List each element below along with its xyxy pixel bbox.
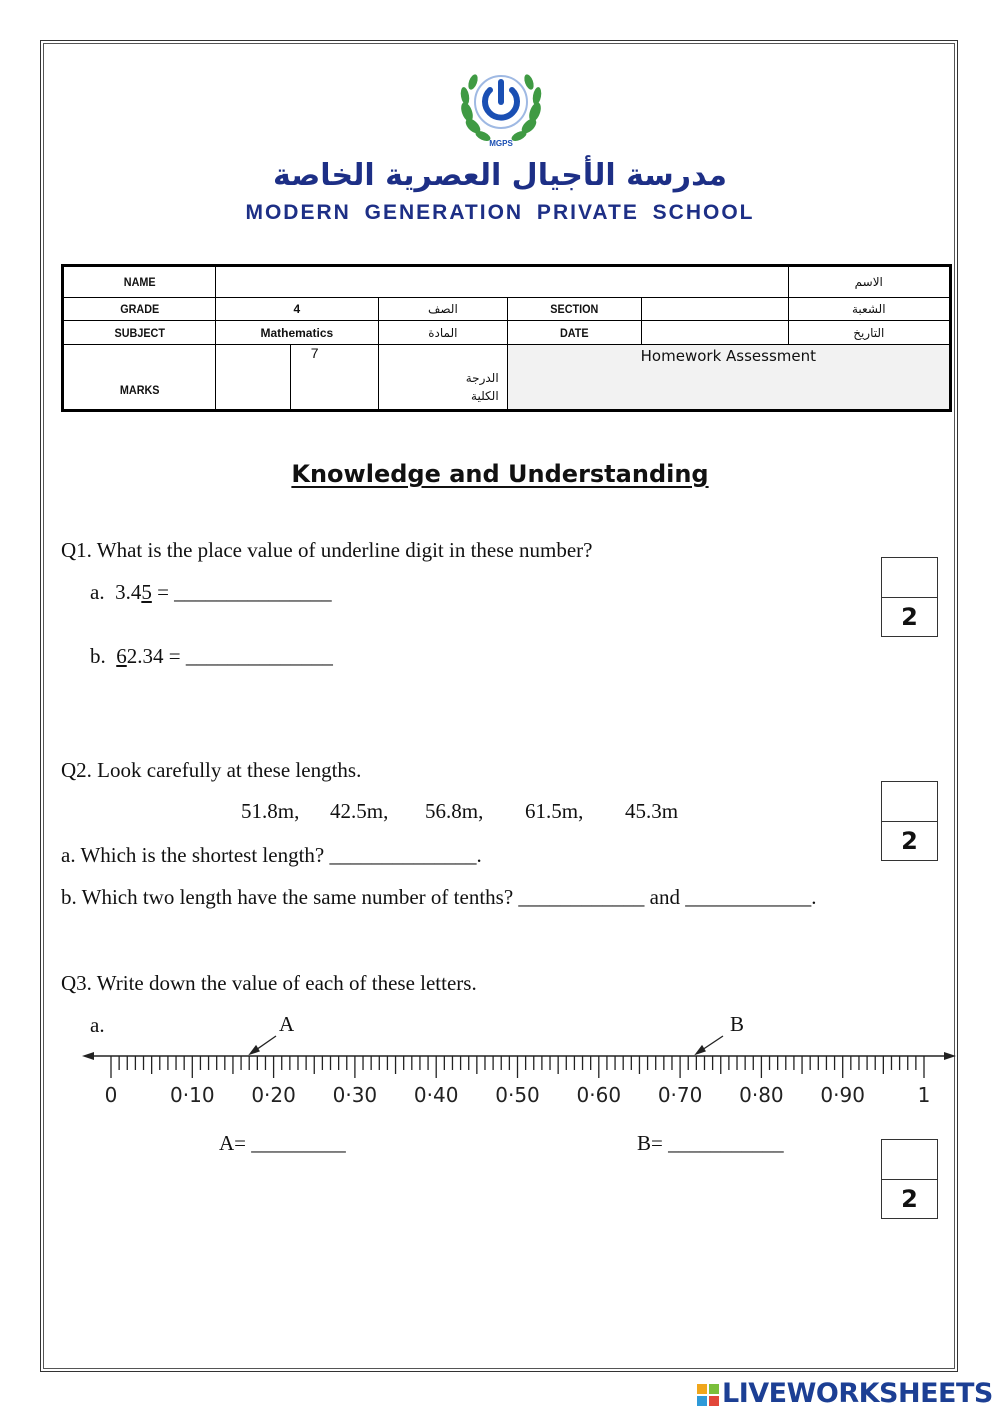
tick-label: 0·60 (576, 1083, 622, 1107)
q3-marks-box (881, 1139, 938, 1219)
marks-obtained-field[interactable] (215, 345, 291, 411)
arrow-right-icon (944, 1052, 956, 1060)
point-b-label: B (730, 1012, 745, 1036)
tick-label: 0·50 (495, 1083, 540, 1107)
liveworksheets-brand: LIVEWORKSHEETS (722, 1378, 993, 1409)
q1-text: Q1. What is the place value of underline digit in these number? (61, 538, 593, 562)
q1-part-b (90, 644, 333, 669)
q3-a-label: a. (90, 1013, 105, 1037)
logo-text: MGPS (489, 139, 513, 148)
assessment-type: Homework Assessment (507, 345, 950, 411)
number-line-tick-labels (105, 1083, 931, 1107)
school-name-arabic: مدرسة الأجيال العصرية الخاصة (273, 158, 727, 193)
tick-label: 0·10 (170, 1083, 215, 1107)
tick-label: 0·90 (820, 1083, 865, 1107)
total-marks: 7 (291, 345, 379, 411)
q2-marks-box (881, 781, 938, 861)
arrow-left-icon (82, 1052, 94, 1060)
tick-label: 0·40 (413, 1083, 459, 1107)
q3-text: Q3. Write down the value of each of these letters. (61, 971, 477, 995)
subject-label: SUBJECT (70, 321, 207, 345)
total-label-arabic-line1: الدرجة (465, 371, 499, 385)
school-logo (455, 62, 547, 152)
q2-text: Q2. Look carefully at these lengths. (61, 758, 362, 782)
name-field[interactable] (215, 266, 788, 298)
q2-part-b[interactable]: b. Which two length have the same number of tenths? ____________ and ____________. (61, 885, 817, 909)
q2-lengths-list (241, 799, 678, 824)
tick-label: 0·20 (251, 1083, 296, 1107)
length-item: 56.8m, (425, 799, 484, 823)
length-item: 51.8m, (241, 799, 300, 823)
q2-score-field[interactable] (882, 782, 937, 822)
length-item: 42.5m, (330, 799, 389, 823)
point-b-arrow-icon (696, 1036, 723, 1054)
number-line (80, 1030, 960, 1120)
date-label: DATE (514, 321, 635, 345)
date-label-arabic: التاريخ (788, 321, 950, 345)
length-item: 45.3m (625, 799, 679, 823)
q1-part-a (90, 580, 332, 605)
q1-marks-box (881, 557, 938, 637)
q2-part-a[interactable]: a. Which is the shortest length? ______________. (61, 843, 482, 867)
grade-value: 4 (215, 298, 379, 321)
grade-label-arabic: الصف (379, 298, 508, 321)
q1-b-answer-line[interactable]: 2.34 = ______________ (126, 644, 333, 668)
q1-b-underlined-digit: 6 (116, 644, 127, 668)
tick-label: 0 (104, 1083, 118, 1107)
tick-label: 0·80 (739, 1083, 784, 1107)
tick-label: 0·70 (657, 1083, 703, 1107)
point-a-label: A (279, 1012, 295, 1036)
length-item: 61.5m, (525, 799, 584, 823)
point-a-arrow-icon (250, 1036, 276, 1054)
q1-a-answer-line[interactable]: = _______________ (151, 580, 332, 604)
q1-a-number-start: 3.4 (115, 580, 142, 604)
q3-marks: 2 (901, 1185, 918, 1213)
date-field[interactable] (642, 321, 788, 345)
q1-score-field[interactable] (882, 558, 937, 598)
tick-label: 0·30 (332, 1083, 378, 1107)
total-label-arabic (379, 345, 508, 411)
q3-score-field[interactable] (882, 1140, 937, 1180)
subject-label-arabic: المادة (379, 321, 508, 345)
q1-a-label: a. (90, 580, 105, 604)
q1-b-label: b. (90, 644, 106, 668)
subject-value: Mathematics (215, 321, 379, 345)
total-label-arabic-line2: الكلية (471, 389, 499, 403)
number-line-ticks (111, 1056, 924, 1078)
name-label-arabic: الاسم (788, 266, 950, 298)
section-field[interactable] (642, 298, 788, 321)
q1-marks: 2 (901, 603, 918, 631)
marks-label: MARKS (70, 345, 207, 411)
q1-a-underlined-digit: 5 (141, 580, 152, 604)
tick-label: 1 (917, 1083, 931, 1107)
answer-a-line[interactable]: A= _________ (219, 1131, 346, 1155)
answer-b-line[interactable]: B= ___________ (637, 1131, 784, 1155)
name-label: NAME (70, 266, 207, 298)
q2-marks: 2 (901, 827, 918, 855)
page-border-inner (43, 43, 955, 1369)
section-heading: Knowledge and Understanding (291, 460, 709, 488)
liveworksheets-logo-icon (697, 1384, 719, 1406)
grade-label: GRADE (70, 298, 207, 321)
school-name-english: MODERN GENERATION PRIVATE SCHOOL (245, 201, 755, 224)
section-label: SECTION (514, 298, 635, 321)
student-info-table (61, 264, 952, 412)
section-label-arabic: الشعبة (788, 298, 950, 321)
